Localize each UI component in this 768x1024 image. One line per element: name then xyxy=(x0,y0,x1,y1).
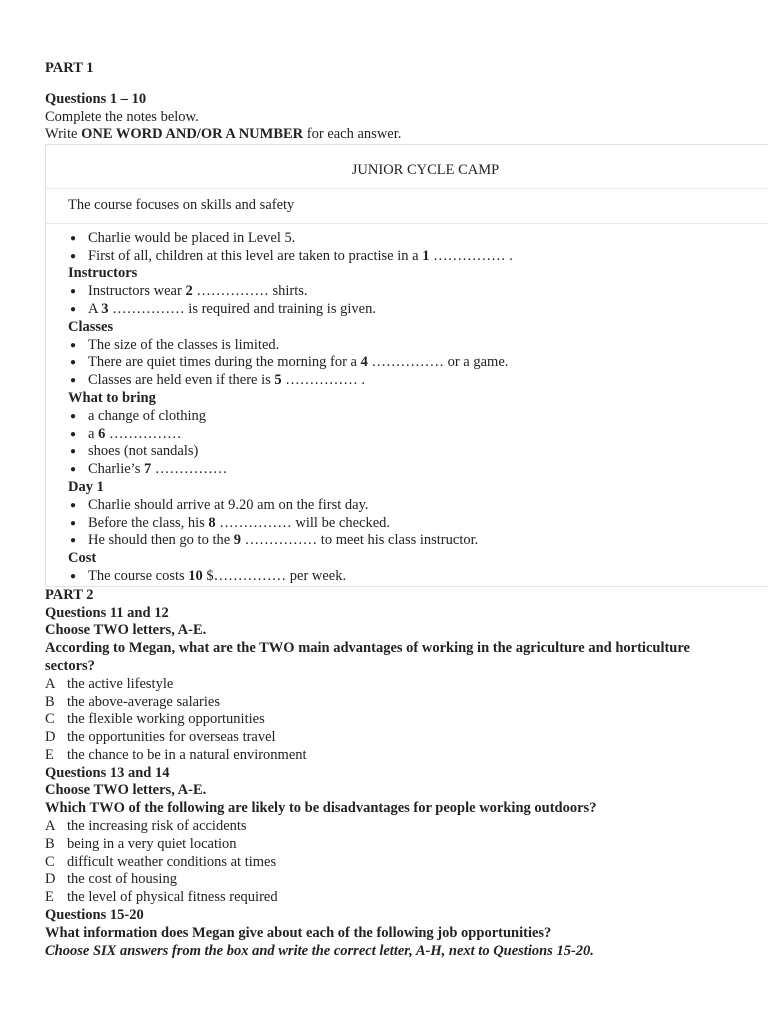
note-line-q5: ● Classes are held even if there is 5 …………… . xyxy=(68,372,768,390)
options-list-11-12 xyxy=(45,676,768,765)
option-letter: D xyxy=(45,871,56,888)
option-letter: C xyxy=(45,853,55,870)
option-b xyxy=(45,836,768,854)
option-d xyxy=(45,871,768,889)
option-c xyxy=(45,854,768,872)
note-line-q3: ● A 3 …………… is required and training is given. xyxy=(68,301,768,319)
question-number: 10 xyxy=(188,567,203,584)
option-text: the level of physical fitness required xyxy=(67,889,278,906)
option-letter: D xyxy=(45,729,56,746)
note-line-q4: ● There are quiet times during the morning for a 4 …………… or a game. xyxy=(68,354,768,372)
section-cost: Cost xyxy=(68,550,97,567)
question-number: 9 xyxy=(233,532,242,549)
note-line-q9: ● He should then go to the 9 …………… to meet his class instructor. xyxy=(68,532,768,550)
option-letter: A xyxy=(45,675,56,692)
option-letter: A xyxy=(45,818,56,835)
option-text: the active lifestyle xyxy=(67,675,174,692)
question-number: 8 xyxy=(208,514,216,531)
option-letter: C xyxy=(45,711,55,728)
question-number: 3 xyxy=(101,300,109,317)
option-b xyxy=(45,694,768,712)
choose-instruction: Choose TWO letters, A-E. xyxy=(45,782,207,799)
questions-11-12-heading: Questions 11 and 12 xyxy=(45,604,169,621)
option-text: difficult weather conditions at times xyxy=(67,853,277,870)
question-text: What information does Megan give about each of the following job opportunities? xyxy=(45,924,552,941)
option-text: being in a very quiet location xyxy=(67,835,237,852)
notes-body xyxy=(46,224,768,586)
questions-1-10-heading: Questions 1 – 10 xyxy=(45,90,147,107)
option-text: the cost of housing xyxy=(67,871,177,888)
option-a xyxy=(45,676,768,694)
note-line-q1: ● First of all, children at this level are taken to practise in a 1 …………… . xyxy=(68,248,768,266)
section-day-1: Day 1 xyxy=(68,478,104,495)
questions-13-14-heading: Questions 13 and 14 xyxy=(45,764,170,781)
notes-box xyxy=(45,144,768,587)
notes-title: JUNIOR CYCLE CAMP xyxy=(46,145,768,189)
note-line: ● Charlie would be placed in Level 5. xyxy=(68,230,768,248)
part1-title: PART 1 xyxy=(45,60,94,76)
questions-15-20-heading: Questions 15-20 xyxy=(45,907,144,924)
option-letter: E xyxy=(45,746,54,763)
section-instructors: Instructors xyxy=(68,265,138,282)
part2-title: PART 2 xyxy=(45,586,94,603)
option-text: the chance to be in a natural environment xyxy=(67,746,307,763)
options-list-13-14 xyxy=(45,818,768,907)
note-line-q10: ● The course costs 10 $…………… per week. xyxy=(68,568,768,586)
question-text: Which TWO of the following are likely to be disadvantages for people working outdoors? xyxy=(45,800,597,817)
note-line: ● a change of clothing xyxy=(68,408,768,426)
option-e xyxy=(45,747,768,765)
option-a xyxy=(45,818,768,836)
word-limit: ONE WORD AND/OR A NUMBER xyxy=(81,126,304,143)
note-line-q8: ● Before the class, his 8 …………… will be checked. xyxy=(68,515,768,533)
question-text: According to Megan, what are the TWO main advantages of working in the agriculture and horticulture sectors? xyxy=(45,640,690,674)
question-number: 1 xyxy=(422,247,430,264)
note-line-q2: ● Instructors wear 2 …………… shirts. xyxy=(68,283,768,301)
note-line-q7: ● Charlie’s 7 …………… xyxy=(68,461,768,479)
option-text: the flexible working opportunities xyxy=(67,711,265,728)
instruction-write: Write ONE WORD AND/OR A NUMBER for each answer. xyxy=(45,126,402,143)
question-number: 6 xyxy=(98,425,106,442)
section-what-to-bring: What to bring xyxy=(68,389,156,406)
question-number: 5 xyxy=(274,372,282,389)
option-c xyxy=(45,711,768,729)
section-classes: Classes xyxy=(68,318,114,335)
option-d xyxy=(45,729,768,747)
option-letter: B xyxy=(45,693,55,710)
instruction-complete-notes: Complete the notes below. xyxy=(45,108,199,125)
option-letter: E xyxy=(45,889,54,906)
notes-intro: The course focuses on skills and safety xyxy=(46,189,768,224)
note-line: ● shoes (not sandals) xyxy=(68,443,768,461)
choose-six-instruction: Choose SIX answers from the box and write the correct letter, A-H, next to Questions 15-20. xyxy=(45,942,594,959)
option-text: the opportunities for overseas travel xyxy=(67,729,276,746)
option-text: the above-average salaries xyxy=(67,693,220,710)
option-e xyxy=(45,889,768,907)
choose-instruction: Choose TWO letters, A-E. xyxy=(45,622,207,639)
note-line: ● Charlie should arrive at 9.20 am on the first day. xyxy=(68,497,768,515)
option-letter: B xyxy=(45,835,55,852)
note-line: ● The size of the classes is limited. xyxy=(68,337,768,355)
question-number: 7 xyxy=(143,461,152,478)
question-number: 2 xyxy=(185,283,193,300)
note-line-q6: ● a 6 …………… xyxy=(68,426,768,444)
question-number: 4 xyxy=(360,354,368,371)
option-text: the increasing risk of accidents xyxy=(67,818,247,835)
